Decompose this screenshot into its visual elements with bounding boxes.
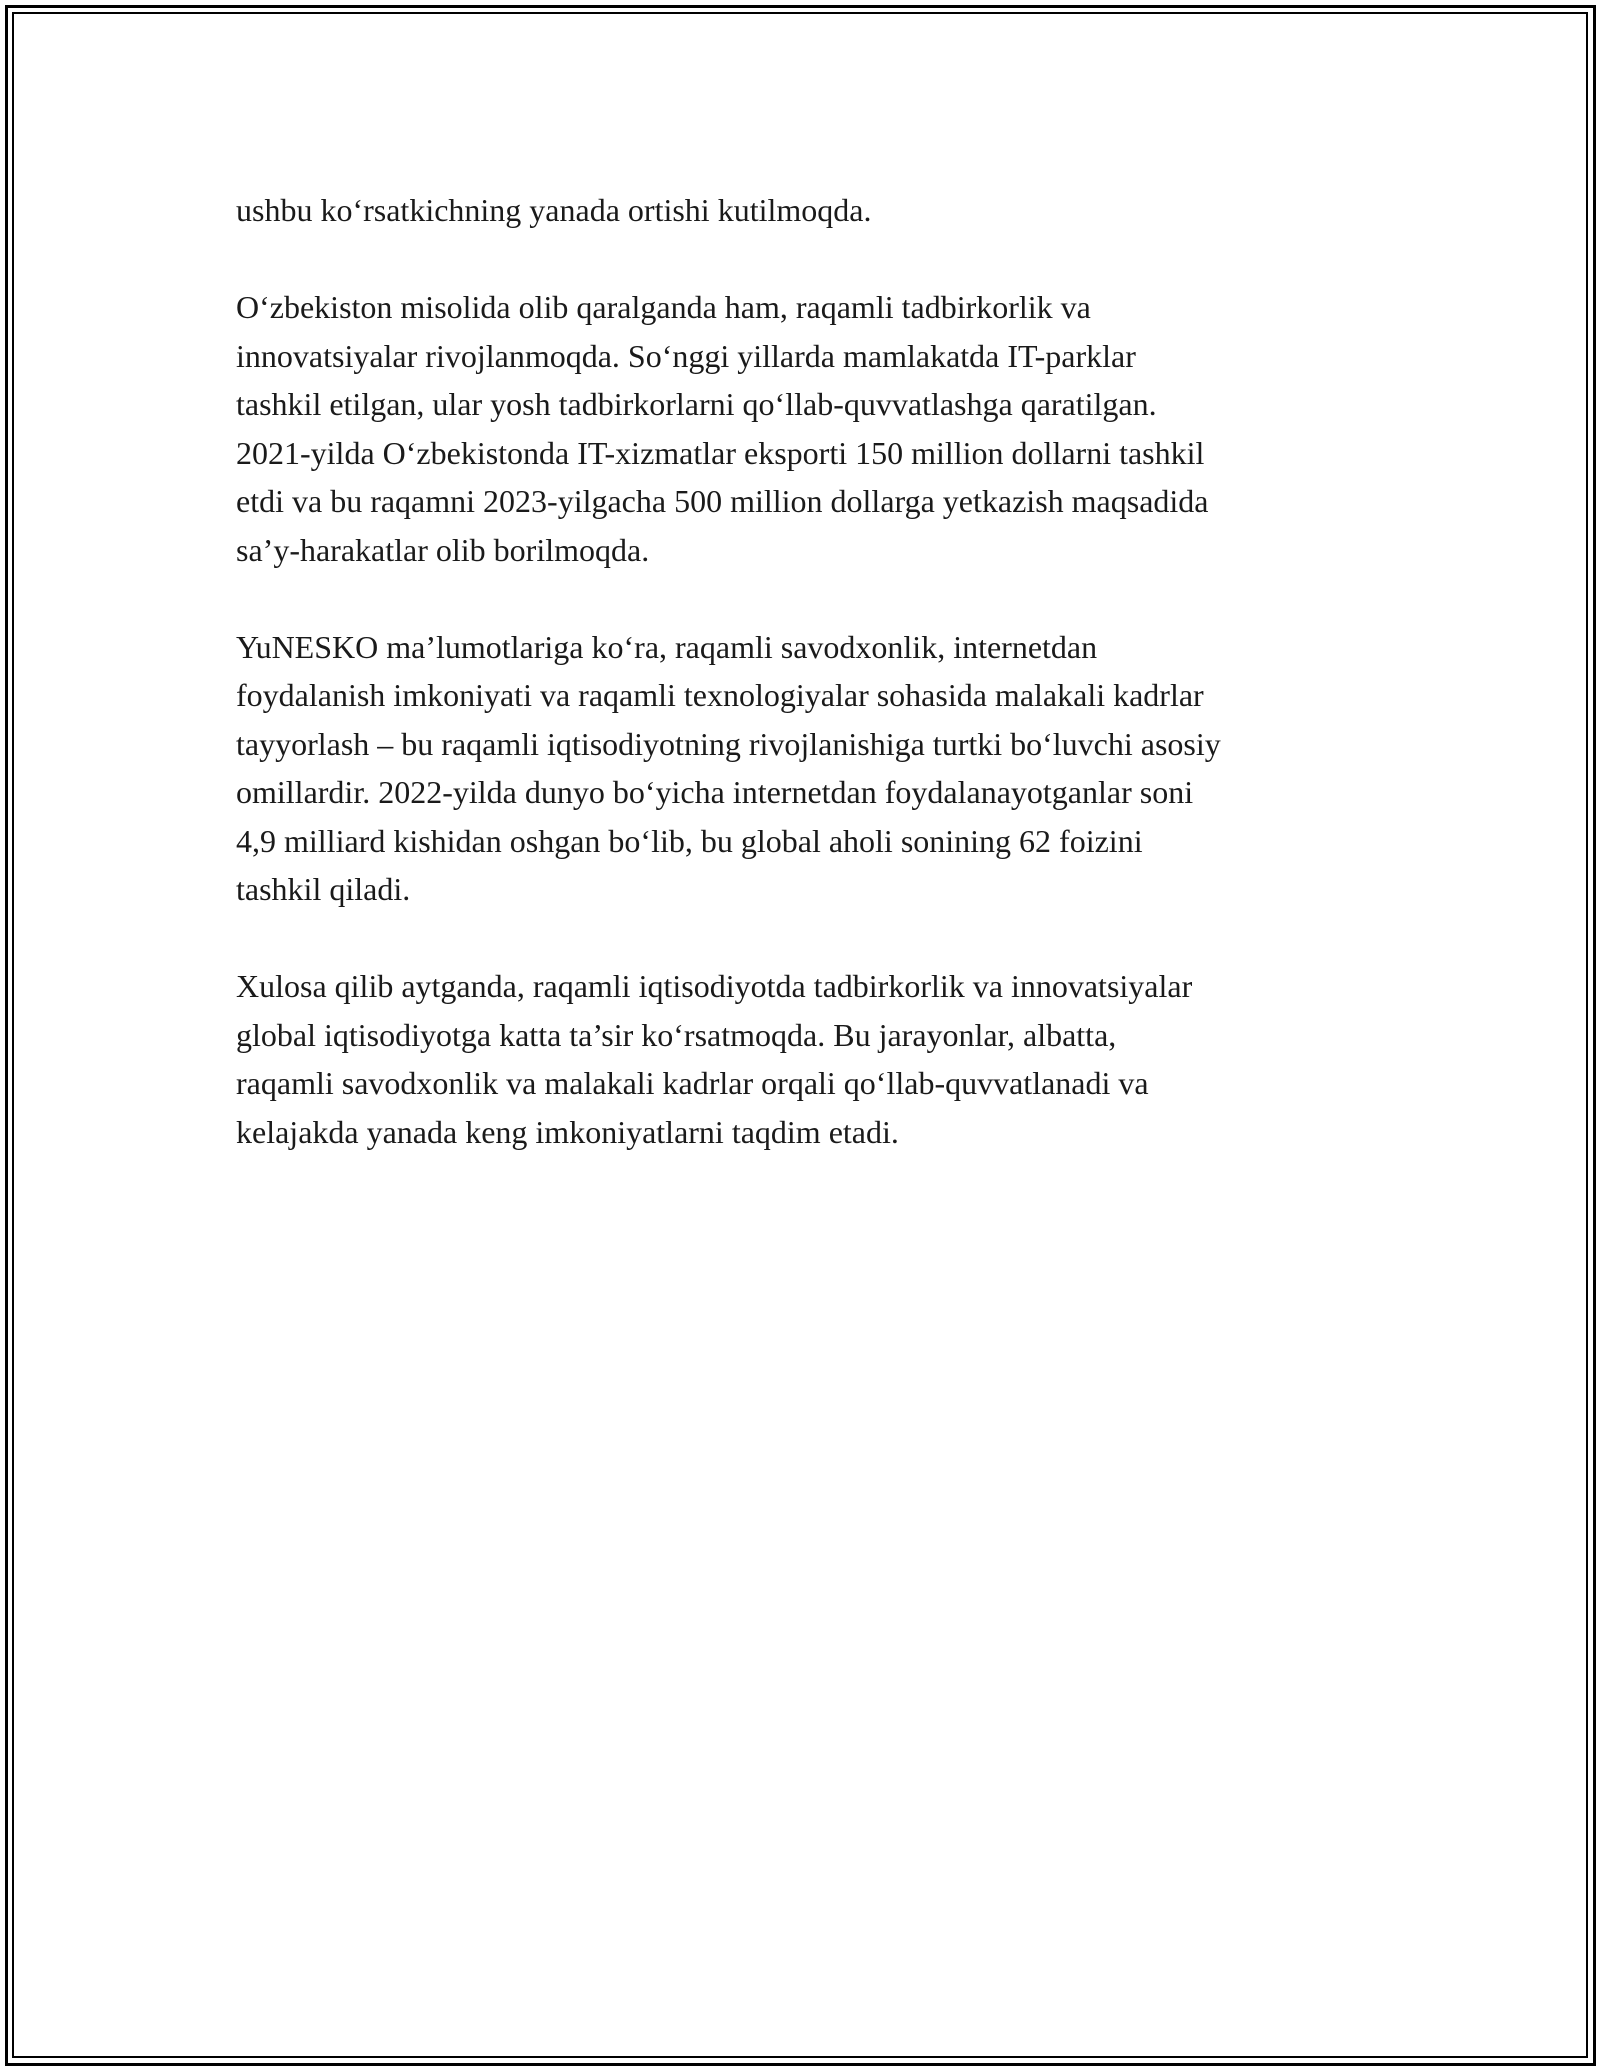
paragraph-conclusion: Xulosa qilib aytganda, raqamli iqtisodiyotda tadbirkorlik va innovatsiyalar global iqtisodiyotga katta ta’sir ko‘rsatmoqda. Bu jarayonlar, albatta, raqamli savodxonlik va malakali kadrlar orqali qo‘llab-quvvatlanadi va kelajakda yanada keng imkoniyatlarni taqdim etadi.	[236, 968, 1193, 1150]
paragraph-unesco: YuNESKO ma’lumotlariga ko‘ra, raqamli savodxonlik, internetdan foydalanish imkoniyati va raqamli texnologiyalar sohasida malakali kadrlar tayyorlash – bu raqamli iqtisodiyotning rivojlanishiga turtki bo‘luvchi asosiy omillardir. 2022-yilda dunyo bo‘yicha internetdan foydalanayotganlar soni 4,9 milliard kishidan oshgan bo‘lib, bu global aholi sonining 62 foizini tashkil qiladi.	[236, 628, 1221, 907]
document-body	[236, 186, 1386, 1156]
paragraph-continuation: ushbu ko‘rsatkichning yanada ortishi kutilmoqda.	[236, 192, 872, 228]
paragraph-uzbekistan-it: O‘zbekiston misolida olib qaralganda ham, raqamli tadbirkorlik va innovatsiyalar rivojlanmoqda. So‘nggi yillarda mamlakatda IT-parklar tashkil etilgan, ular yosh tadbirkorlarni qo‘llab-quvvatlashga qaratilgan. 2021-yilda O‘zbekistonda IT-xizmatlar eksporti 150 million dollarni tashkil etdi va bu raqamni 2023-yilgacha 500 million dollarga yetkazish maqsadida sa’y-harakatlar olib borilmoqda.	[236, 289, 1209, 568]
